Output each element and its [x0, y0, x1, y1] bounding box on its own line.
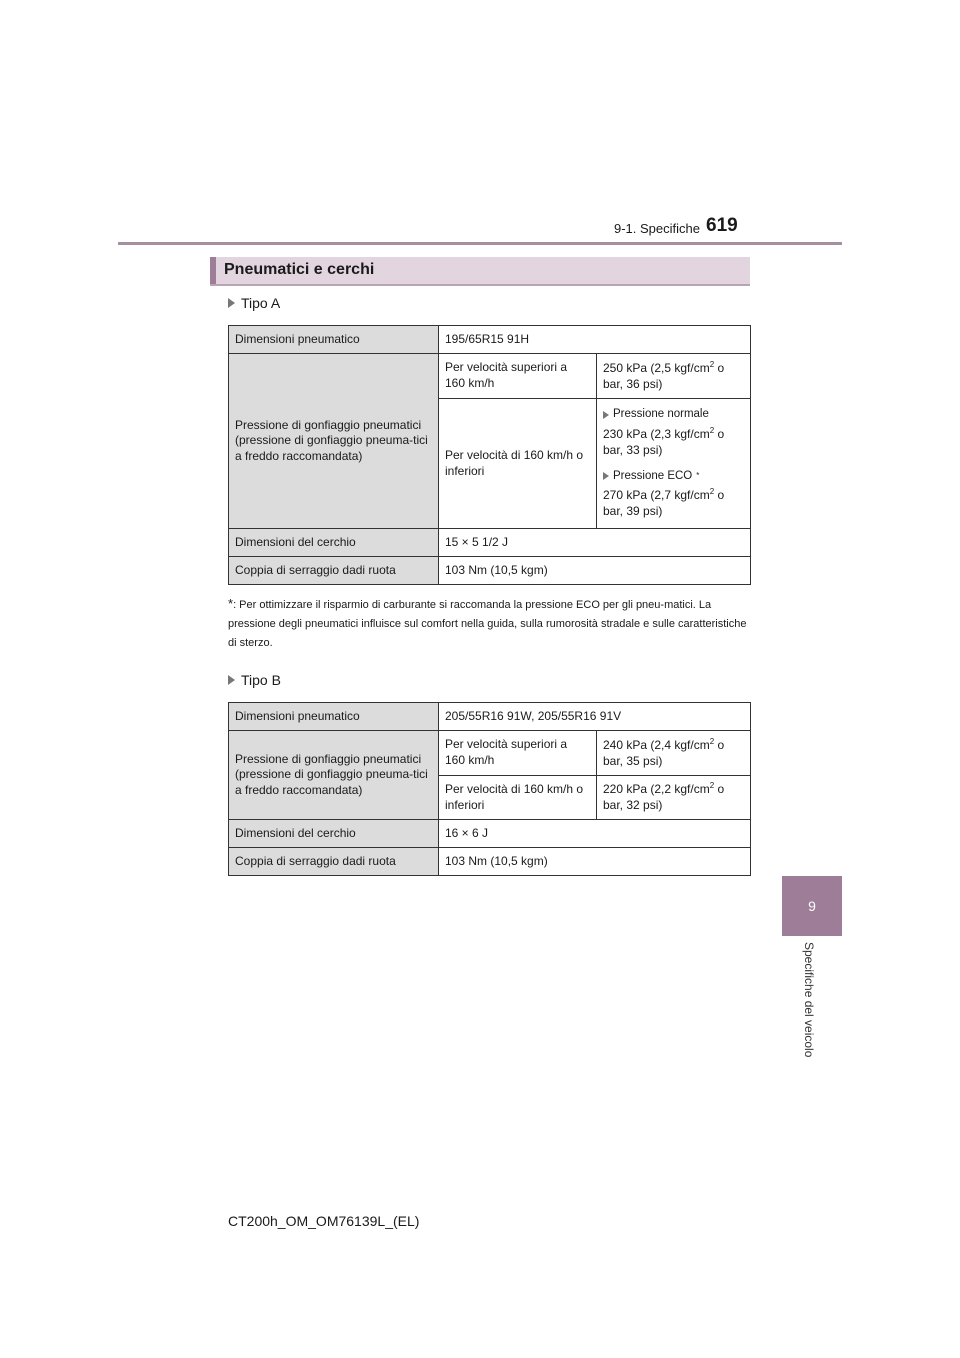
speed-low-value: 220 kPa (2,2 kgf/$cm^2$ o bar, 32 psi): [597, 776, 751, 820]
type-a-table: [228, 325, 751, 585]
torque-label: Coppia di serraggio dadi ruota: [229, 557, 439, 585]
type-b-label: Tipo B: [228, 672, 281, 688]
pressure-label: Pressione di gonfiaggio pneumatici (pressione di gonfiaggio pneuma-tici a freddo raccomandata): [229, 731, 439, 820]
pressure-label: Pressione di gonfiaggio pneumatici (pressione di gonfiaggio pneuma-tici a freddo raccomandata): [229, 354, 439, 529]
speed-low-values: [597, 399, 751, 529]
tire-size-label: Dimensioni pneumatico: [229, 703, 439, 731]
wheel-size-value: 16 × 6 J: [439, 820, 751, 848]
mode-normal: Pressione normale: [603, 407, 744, 422]
header-rule: [118, 242, 842, 245]
table-row: [229, 820, 751, 848]
speed-low-label: Per velocità di 160 km/h o inferiori: [439, 776, 597, 820]
speed-high-label: Per velocità superiori a 160 km/h: [439, 731, 597, 776]
page-number: 619: [706, 215, 738, 236]
torque-value: 103 Nm (10,5 kgm): [439, 848, 751, 876]
torque-value: 103 Nm (10,5 kgm): [439, 557, 751, 585]
type-a-label: Tipo A: [228, 295, 280, 311]
table-row: [229, 731, 751, 776]
tire-size-value: 195/65R15 91H: [439, 326, 751, 354]
triangle-bullet-icon: [603, 472, 609, 480]
mode-eco: Pressione ECO *: [603, 469, 744, 484]
wheel-size-value: 15 × 5 1/2 J: [439, 529, 751, 557]
eco-value: 270 kPa (2,7 kgf/$cm^2$ o bar, 39 psi): [603, 487, 725, 519]
table-row: [229, 703, 751, 731]
triangle-bullet-icon: [603, 411, 609, 419]
table-row: [229, 557, 751, 585]
speed-high-value: 250 kPa (2,5 kgf/$cm^2$ o bar, 36 psi): [597, 354, 751, 399]
speed-high-value: 240 kPa (2,4 kgf/$cm^2$ o bar, 35 psi): [597, 731, 751, 776]
chapter-number: 9: [808, 898, 816, 914]
torque-label: Coppia di serraggio dadi ruota: [229, 848, 439, 876]
header-section-title: 9-1. Specifiche: [614, 221, 700, 236]
triangle-bullet-icon: [228, 675, 235, 685]
speed-high-label: Per velocità superiori a 160 km/h: [439, 354, 597, 399]
type-b-table: [228, 702, 751, 876]
footnote: *: Per ottimizzare il risparmio di carburante si raccomanda la pressione ECO per gli pneu-matici. La pressione degli pneumatici influisce sul comfort nella guida, sulla rumorosità stradale e sulle caratteristiche di sterzo.: [228, 596, 747, 649]
section-heading: [210, 257, 750, 286]
chapter-tab-label: Specifiche del veicolo: [802, 942, 816, 1058]
speed-low-label: Per velocità di 160 km/h o inferiori: [439, 399, 597, 529]
section-accent: [210, 257, 216, 284]
table-row: [229, 354, 751, 399]
table-row: [229, 529, 751, 557]
chapter-tab: [782, 876, 842, 936]
tire-size-value: 205/55R16 91W, 205/55R16 91V: [439, 703, 751, 731]
table-row: [229, 848, 751, 876]
wheel-size-label: Dimensioni del cerchio: [229, 529, 439, 557]
document-code: CT200h_OM_OM76139L_(EL): [228, 1213, 420, 1229]
tire-size-label: Dimensioni pneumatico: [229, 326, 439, 354]
wheel-size-label: Dimensioni del cerchio: [229, 820, 439, 848]
table-row: [229, 326, 751, 354]
normal-value: 230 kPa (2,3 kgf/$cm^2$ o bar, 33 psi): [603, 426, 725, 457]
section-title: Pneumatici e cerchi: [224, 261, 375, 278]
triangle-bullet-icon: [228, 298, 235, 308]
